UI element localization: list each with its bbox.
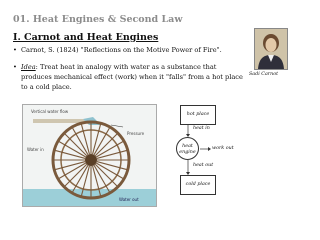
bullet-text: Carnot, S. (1824) "Reflections on the Motive Power of Fire".: [21, 46, 222, 54]
heat-engine-diagram: [160, 102, 240, 202]
bottom-label: Water out: [119, 197, 139, 202]
water-wheel: [53, 122, 129, 198]
portrait-image: [255, 29, 287, 69]
heat-engine-circle: [176, 137, 199, 160]
slide-title: 01. Heat Engines & Second Law: [13, 14, 183, 25]
engine-label-line2: engine: [179, 149, 196, 155]
idea-text: : Treat heat in analogy with water as a substance that produces mechanical effect (work) when it "falls" from a hot place to a cold place.: [21, 63, 243, 91]
work-out-label: work out: [212, 146, 234, 151]
heat-in-label: heat in: [193, 126, 210, 131]
bullet-text: [21, 62, 245, 92]
engine-label-line1: heat: [182, 144, 193, 149]
bullet-idea: [13, 62, 245, 92]
heat-out-label: heat out: [193, 163, 214, 168]
idea-label: Idea: [21, 63, 36, 71]
top-label: Vertical water flow: [31, 109, 69, 114]
portrait-caption: Sadi Carnot: [249, 72, 279, 77]
cold-place-box: cold place: [180, 175, 216, 195]
bullet-dot: •: [13, 46, 17, 54]
bullet-carnot-reference: [13, 45, 245, 55]
left-label: Water in: [27, 147, 44, 152]
section-heading: I. Carnot and Heat Engines: [13, 32, 159, 43]
bullet-dot: •: [13, 63, 17, 71]
hot-place-box: hot place: [180, 105, 216, 125]
right-label: Pressure: [127, 131, 145, 136]
waterwheel-illustration: [22, 104, 157, 207]
carnot-portrait: [254, 28, 288, 70]
